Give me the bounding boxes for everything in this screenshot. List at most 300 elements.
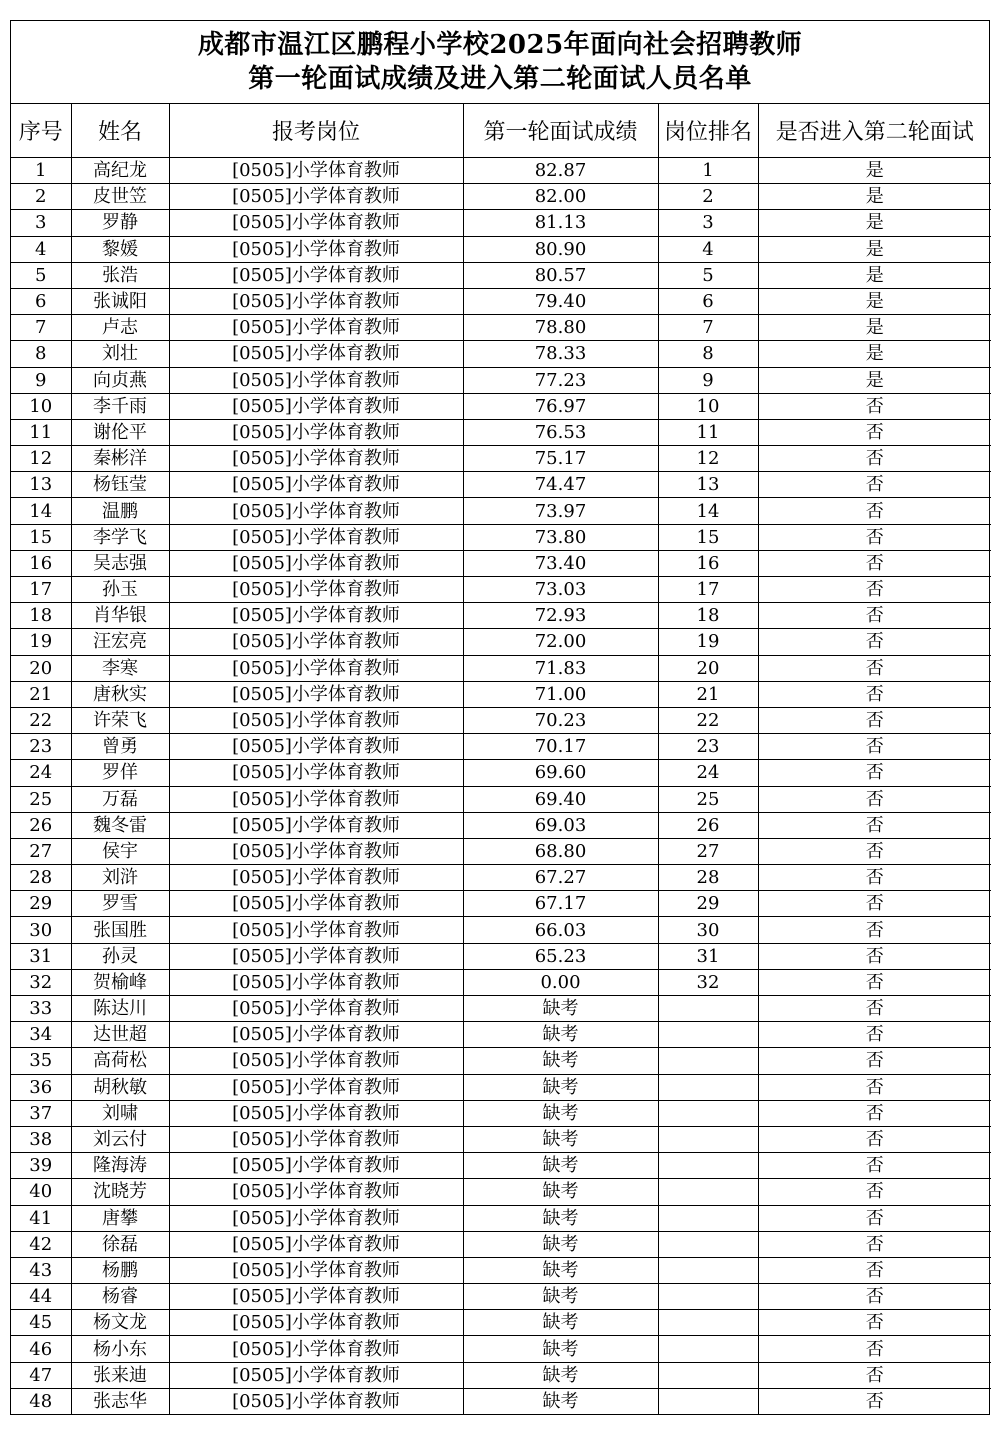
- cell-rank: 21: [658, 681, 758, 707]
- cell-advance: 否: [758, 943, 991, 969]
- results-sheet: [10, 20, 990, 1415]
- cell-score: 75.17: [463, 446, 658, 472]
- table-row: [11, 681, 991, 707]
- cell-position: [0505]小学体育教师: [169, 1388, 463, 1414]
- cell-name: 秦彬洋: [71, 446, 169, 472]
- title-block: [11, 21, 989, 104]
- cell-advance: 否: [758, 1074, 991, 1100]
- cell-name: 杨钰莹: [71, 472, 169, 498]
- cell-score: 68.80: [463, 838, 658, 864]
- cell-position: [0505]小学体育教师: [169, 1022, 463, 1048]
- cell-advance: 否: [758, 1336, 991, 1362]
- cell-rank: 20: [658, 655, 758, 681]
- cell-score: 缺考: [463, 1388, 658, 1414]
- cell-rank: [658, 1048, 758, 1074]
- cell-advance: 否: [758, 419, 991, 445]
- cell-index: 24: [11, 760, 71, 786]
- cell-score: 缺考: [463, 1205, 658, 1231]
- table-row: [11, 341, 991, 367]
- cell-advance: 否: [758, 577, 991, 603]
- cell-score: 0.00: [463, 969, 658, 995]
- cell-rank: 14: [658, 498, 758, 524]
- table-row: [11, 550, 991, 576]
- cell-score: 69.03: [463, 812, 658, 838]
- cell-rank: 29: [658, 891, 758, 917]
- cell-position: [0505]小学体育教师: [169, 1231, 463, 1257]
- cell-position: [0505]小学体育教师: [169, 865, 463, 891]
- cell-name: 侯宇: [71, 838, 169, 864]
- table-row: [11, 1388, 991, 1414]
- cell-rank: [658, 1388, 758, 1414]
- cell-advance: 否: [758, 1205, 991, 1231]
- cell-rank: 6: [658, 288, 758, 314]
- cell-position: [0505]小学体育教师: [169, 262, 463, 288]
- table-row: [11, 812, 991, 838]
- cell-score: 72.93: [463, 603, 658, 629]
- cell-advance: 否: [758, 760, 991, 786]
- table-row: [11, 158, 991, 184]
- cell-position: [0505]小学体育教师: [169, 969, 463, 995]
- cell-rank: 12: [658, 446, 758, 472]
- cell-rank: [658, 1126, 758, 1152]
- cell-rank: 7: [658, 315, 758, 341]
- cell-score: 缺考: [463, 1284, 658, 1310]
- table-row: [11, 577, 991, 603]
- cell-advance: 否: [758, 969, 991, 995]
- cell-index: 37: [11, 1100, 71, 1126]
- cell-index: 46: [11, 1336, 71, 1362]
- cell-rank: 13: [658, 472, 758, 498]
- cell-name: 杨文龙: [71, 1310, 169, 1336]
- cell-score: 缺考: [463, 1153, 658, 1179]
- cell-index: 23: [11, 734, 71, 760]
- cell-position: [0505]小学体育教师: [169, 838, 463, 864]
- cell-name: 唐秋实: [71, 681, 169, 707]
- cell-name: 黎媛: [71, 236, 169, 262]
- cell-rank: 8: [658, 341, 758, 367]
- cell-position: [0505]小学体育教师: [169, 629, 463, 655]
- cell-name: 张志华: [71, 1388, 169, 1414]
- cell-score: 73.80: [463, 524, 658, 550]
- table-row: [11, 446, 991, 472]
- cell-rank: 26: [658, 812, 758, 838]
- cell-rank: 24: [658, 760, 758, 786]
- cell-position: [0505]小学体育教师: [169, 1257, 463, 1283]
- table-row: [11, 865, 991, 891]
- cell-position: [0505]小学体育教师: [169, 550, 463, 576]
- cell-position: [0505]小学体育教师: [169, 184, 463, 210]
- cell-score: 缺考: [463, 1100, 658, 1126]
- cell-position: [0505]小学体育教师: [169, 367, 463, 393]
- cell-score: 82.00: [463, 184, 658, 210]
- cell-score: 78.33: [463, 341, 658, 367]
- table-row: [11, 1100, 991, 1126]
- cell-index: 16: [11, 550, 71, 576]
- cell-index: 22: [11, 707, 71, 733]
- cell-index: 31: [11, 943, 71, 969]
- cell-position: [0505]小学体育教师: [169, 1336, 463, 1362]
- cell-index: 12: [11, 446, 71, 472]
- cell-name: 张诚阳: [71, 288, 169, 314]
- cell-advance: 是: [758, 262, 991, 288]
- cell-index: 10: [11, 393, 71, 419]
- cell-score: 82.87: [463, 158, 658, 184]
- cell-index: 44: [11, 1284, 71, 1310]
- table-row: [11, 184, 991, 210]
- cell-advance: 否: [758, 891, 991, 917]
- cell-advance: 是: [758, 288, 991, 314]
- cell-score: 79.40: [463, 288, 658, 314]
- cell-advance: 是: [758, 236, 991, 262]
- header-rank: 岗位排名: [658, 104, 758, 158]
- cell-score: 67.17: [463, 891, 658, 917]
- cell-index: 33: [11, 996, 71, 1022]
- cell-advance: 否: [758, 472, 991, 498]
- cell-advance: 是: [758, 158, 991, 184]
- cell-position: [0505]小学体育教师: [169, 891, 463, 917]
- table-row: [11, 603, 991, 629]
- cell-index: 39: [11, 1153, 71, 1179]
- cell-score: 缺考: [463, 996, 658, 1022]
- cell-advance: 否: [758, 1284, 991, 1310]
- cell-rank: 5: [658, 262, 758, 288]
- cell-rank: [658, 1100, 758, 1126]
- table-row: [11, 1336, 991, 1362]
- cell-index: 47: [11, 1362, 71, 1388]
- cell-name: 达世超: [71, 1022, 169, 1048]
- cell-position: [0505]小学体育教师: [169, 393, 463, 419]
- cell-rank: 2: [658, 184, 758, 210]
- cell-position: [0505]小学体育教师: [169, 210, 463, 236]
- cell-score: 缺考: [463, 1231, 658, 1257]
- cell-index: 42: [11, 1231, 71, 1257]
- cell-name: 刘啸: [71, 1100, 169, 1126]
- cell-index: 30: [11, 917, 71, 943]
- cell-index: 48: [11, 1388, 71, 1414]
- cell-position: [0505]小学体育教师: [169, 236, 463, 262]
- cell-name: 吴志强: [71, 550, 169, 576]
- cell-rank: 25: [658, 786, 758, 812]
- cell-score: 74.47: [463, 472, 658, 498]
- table-row: [11, 524, 991, 550]
- cell-position: [0505]小学体育教师: [169, 341, 463, 367]
- cell-name: 孙灵: [71, 943, 169, 969]
- table-row: [11, 1126, 991, 1152]
- cell-rank: 28: [658, 865, 758, 891]
- table-row: [11, 1022, 991, 1048]
- cell-position: [0505]小学体育教师: [169, 1126, 463, 1152]
- cell-score: 70.17: [463, 734, 658, 760]
- cell-index: 45: [11, 1310, 71, 1336]
- cell-rank: 17: [658, 577, 758, 603]
- table-row: [11, 1284, 991, 1310]
- cell-index: 13: [11, 472, 71, 498]
- table-row: [11, 917, 991, 943]
- cell-index: 3: [11, 210, 71, 236]
- cell-name: 罗雪: [71, 891, 169, 917]
- table-row: [11, 734, 991, 760]
- cell-position: [0505]小学体育教师: [169, 760, 463, 786]
- cell-position: [0505]小学体育教师: [169, 419, 463, 445]
- cell-advance: 是: [758, 184, 991, 210]
- header-name: 姓名: [71, 104, 169, 158]
- table-row: [11, 1257, 991, 1283]
- table-row: [11, 1074, 991, 1100]
- cell-position: [0505]小学体育教师: [169, 1310, 463, 1336]
- cell-position: [0505]小学体育教师: [169, 524, 463, 550]
- cell-name: 胡秋敏: [71, 1074, 169, 1100]
- table-row: [11, 210, 991, 236]
- cell-score: 70.23: [463, 707, 658, 733]
- cell-rank: 1: [658, 158, 758, 184]
- cell-name: 温鹏: [71, 498, 169, 524]
- cell-name: 汪宏亮: [71, 629, 169, 655]
- cell-advance: 是: [758, 210, 991, 236]
- header-advance: 是否进入第二轮面试: [758, 104, 991, 158]
- cell-score: 缺考: [463, 1336, 658, 1362]
- cell-rank: [658, 1022, 758, 1048]
- cell-name: 杨鹏: [71, 1257, 169, 1283]
- cell-index: 40: [11, 1179, 71, 1205]
- cell-advance: 否: [758, 1153, 991, 1179]
- cell-position: [0505]小学体育教师: [169, 1205, 463, 1231]
- cell-position: [0505]小学体育教师: [169, 943, 463, 969]
- cell-position: [0505]小学体育教师: [169, 288, 463, 314]
- cell-rank: [658, 1205, 758, 1231]
- cell-position: [0505]小学体育教师: [169, 917, 463, 943]
- cell-position: [0505]小学体育教师: [169, 812, 463, 838]
- cell-position: [0505]小学体育教师: [169, 996, 463, 1022]
- cell-index: 15: [11, 524, 71, 550]
- table-row: [11, 236, 991, 262]
- cell-score: 76.97: [463, 393, 658, 419]
- cell-advance: 否: [758, 838, 991, 864]
- cell-name: 贺榆峰: [71, 969, 169, 995]
- table-row: [11, 655, 991, 681]
- cell-name: 李寒: [71, 655, 169, 681]
- cell-index: 43: [11, 1257, 71, 1283]
- table-row: [11, 838, 991, 864]
- cell-advance: 否: [758, 446, 991, 472]
- cell-advance: 否: [758, 1310, 991, 1336]
- cell-advance: 否: [758, 734, 991, 760]
- cell-index: 1: [11, 158, 71, 184]
- cell-name: 万磊: [71, 786, 169, 812]
- document-subtitle: 第一轮面试成绩及进入第二轮面试人员名单: [248, 64, 752, 94]
- cell-index: 8: [11, 341, 71, 367]
- cell-name: 唐攀: [71, 1205, 169, 1231]
- cell-name: 李千雨: [71, 393, 169, 419]
- cell-rank: 18: [658, 603, 758, 629]
- table-row: [11, 629, 991, 655]
- cell-rank: 22: [658, 707, 758, 733]
- cell-index: 20: [11, 655, 71, 681]
- cell-position: [0505]小学体育教师: [169, 1048, 463, 1074]
- cell-index: 4: [11, 236, 71, 262]
- table-row: [11, 1153, 991, 1179]
- table-row: [11, 1231, 991, 1257]
- cell-position: [0505]小学体育教师: [169, 734, 463, 760]
- cell-rank: 15: [658, 524, 758, 550]
- cell-index: 11: [11, 419, 71, 445]
- cell-index: 7: [11, 315, 71, 341]
- cell-name: 陈达川: [71, 996, 169, 1022]
- cell-advance: 否: [758, 1388, 991, 1414]
- cell-advance: 否: [758, 996, 991, 1022]
- cell-advance: 否: [758, 1100, 991, 1126]
- table-row: [11, 786, 991, 812]
- cell-position: [0505]小学体育教师: [169, 707, 463, 733]
- cell-score: 73.97: [463, 498, 658, 524]
- cell-advance: 否: [758, 707, 991, 733]
- cell-advance: 否: [758, 786, 991, 812]
- table-row: [11, 262, 991, 288]
- cell-name: 孙玉: [71, 577, 169, 603]
- table-row: [11, 707, 991, 733]
- cell-name: 许荣飞: [71, 707, 169, 733]
- table-row: [11, 393, 991, 419]
- cell-position: [0505]小学体育教师: [169, 1362, 463, 1388]
- cell-position: [0505]小学体育教师: [169, 786, 463, 812]
- cell-score: 65.23: [463, 943, 658, 969]
- cell-score: 缺考: [463, 1074, 658, 1100]
- cell-rank: 27: [658, 838, 758, 864]
- cell-advance: 否: [758, 629, 991, 655]
- table-row: [11, 1179, 991, 1205]
- cell-name: 高荷松: [71, 1048, 169, 1074]
- cell-score: 缺考: [463, 1022, 658, 1048]
- cell-advance: 否: [758, 1231, 991, 1257]
- cell-name: 刘浒: [71, 865, 169, 891]
- cell-name: 罗佯: [71, 760, 169, 786]
- cell-score: 73.03: [463, 577, 658, 603]
- table-row: [11, 760, 991, 786]
- table-row: [11, 1362, 991, 1388]
- cell-index: 28: [11, 865, 71, 891]
- cell-score: 69.60: [463, 760, 658, 786]
- cell-name: 李学飞: [71, 524, 169, 550]
- cell-position: [0505]小学体育教师: [169, 1100, 463, 1126]
- cell-name: 曾勇: [71, 734, 169, 760]
- cell-advance: 否: [758, 812, 991, 838]
- cell-name: 杨睿: [71, 1284, 169, 1310]
- table-row: [11, 315, 991, 341]
- table-row: [11, 996, 991, 1022]
- table-row: [11, 1048, 991, 1074]
- header-score: 第一轮面试成绩: [463, 104, 658, 158]
- table-body: [11, 158, 991, 1415]
- cell-rank: 30: [658, 917, 758, 943]
- cell-rank: 9: [658, 367, 758, 393]
- table-row: [11, 288, 991, 314]
- cell-index: 18: [11, 603, 71, 629]
- cell-advance: 否: [758, 498, 991, 524]
- cell-index: 26: [11, 812, 71, 838]
- cell-advance: 否: [758, 655, 991, 681]
- cell-score: 71.83: [463, 655, 658, 681]
- cell-name: 卢志: [71, 315, 169, 341]
- cell-index: 41: [11, 1205, 71, 1231]
- cell-index: 21: [11, 681, 71, 707]
- table-row: [11, 472, 991, 498]
- cell-advance: 是: [758, 367, 991, 393]
- cell-position: [0505]小学体育教师: [169, 655, 463, 681]
- cell-rank: 31: [658, 943, 758, 969]
- table-row: [11, 1205, 991, 1231]
- table-row: [11, 367, 991, 393]
- cell-name: 张浩: [71, 262, 169, 288]
- cell-name: 刘壮: [71, 341, 169, 367]
- cell-advance: 否: [758, 1022, 991, 1048]
- cell-position: [0505]小学体育教师: [169, 577, 463, 603]
- cell-score: 66.03: [463, 917, 658, 943]
- cell-score: 80.57: [463, 262, 658, 288]
- cell-advance: 否: [758, 1126, 991, 1152]
- cell-score: 78.80: [463, 315, 658, 341]
- cell-advance: 否: [758, 1257, 991, 1283]
- cell-index: 14: [11, 498, 71, 524]
- cell-score: 73.40: [463, 550, 658, 576]
- table-row: [11, 419, 991, 445]
- cell-position: [0505]小学体育教师: [169, 1179, 463, 1205]
- cell-name: 肖华银: [71, 603, 169, 629]
- cell-name: 徐磊: [71, 1231, 169, 1257]
- cell-rank: 3: [658, 210, 758, 236]
- cell-score: 缺考: [463, 1257, 658, 1283]
- cell-index: 32: [11, 969, 71, 995]
- cell-position: [0505]小学体育教师: [169, 498, 463, 524]
- cell-position: [0505]小学体育教师: [169, 1153, 463, 1179]
- cell-advance: 否: [758, 1362, 991, 1388]
- cell-name: 皮世笠: [71, 184, 169, 210]
- cell-score: 69.40: [463, 786, 658, 812]
- cell-position: [0505]小学体育教师: [169, 158, 463, 184]
- cell-index: 2: [11, 184, 71, 210]
- cell-index: 27: [11, 838, 71, 864]
- table-row: [11, 969, 991, 995]
- cell-advance: 否: [758, 603, 991, 629]
- cell-name: 张国胜: [71, 917, 169, 943]
- cell-position: [0505]小学体育教师: [169, 315, 463, 341]
- table-row: [11, 943, 991, 969]
- cell-score: 67.27: [463, 865, 658, 891]
- cell-rank: 16: [658, 550, 758, 576]
- cell-advance: 否: [758, 1048, 991, 1074]
- header-index: 序号: [11, 104, 71, 158]
- cell-rank: 19: [658, 629, 758, 655]
- cell-position: [0505]小学体育教师: [169, 681, 463, 707]
- cell-name: 高纪龙: [71, 158, 169, 184]
- cell-score: 80.90: [463, 236, 658, 262]
- cell-rank: [658, 996, 758, 1022]
- table-row: [11, 498, 991, 524]
- document-title: 成都市温江区鹏程小学校2025年面向社会招聘教师: [197, 30, 803, 60]
- cell-rank: [658, 1336, 758, 1362]
- cell-advance: 否: [758, 681, 991, 707]
- cell-rank: [658, 1257, 758, 1283]
- cell-rank: [658, 1284, 758, 1310]
- cell-position: [0505]小学体育教师: [169, 1284, 463, 1310]
- cell-rank: 23: [658, 734, 758, 760]
- cell-score: 71.00: [463, 681, 658, 707]
- cell-score: 81.13: [463, 210, 658, 236]
- cell-index: 9: [11, 367, 71, 393]
- cell-name: 沈晓芳: [71, 1179, 169, 1205]
- cell-advance: 否: [758, 865, 991, 891]
- table-row: [11, 891, 991, 917]
- cell-rank: 32: [658, 969, 758, 995]
- cell-index: 17: [11, 577, 71, 603]
